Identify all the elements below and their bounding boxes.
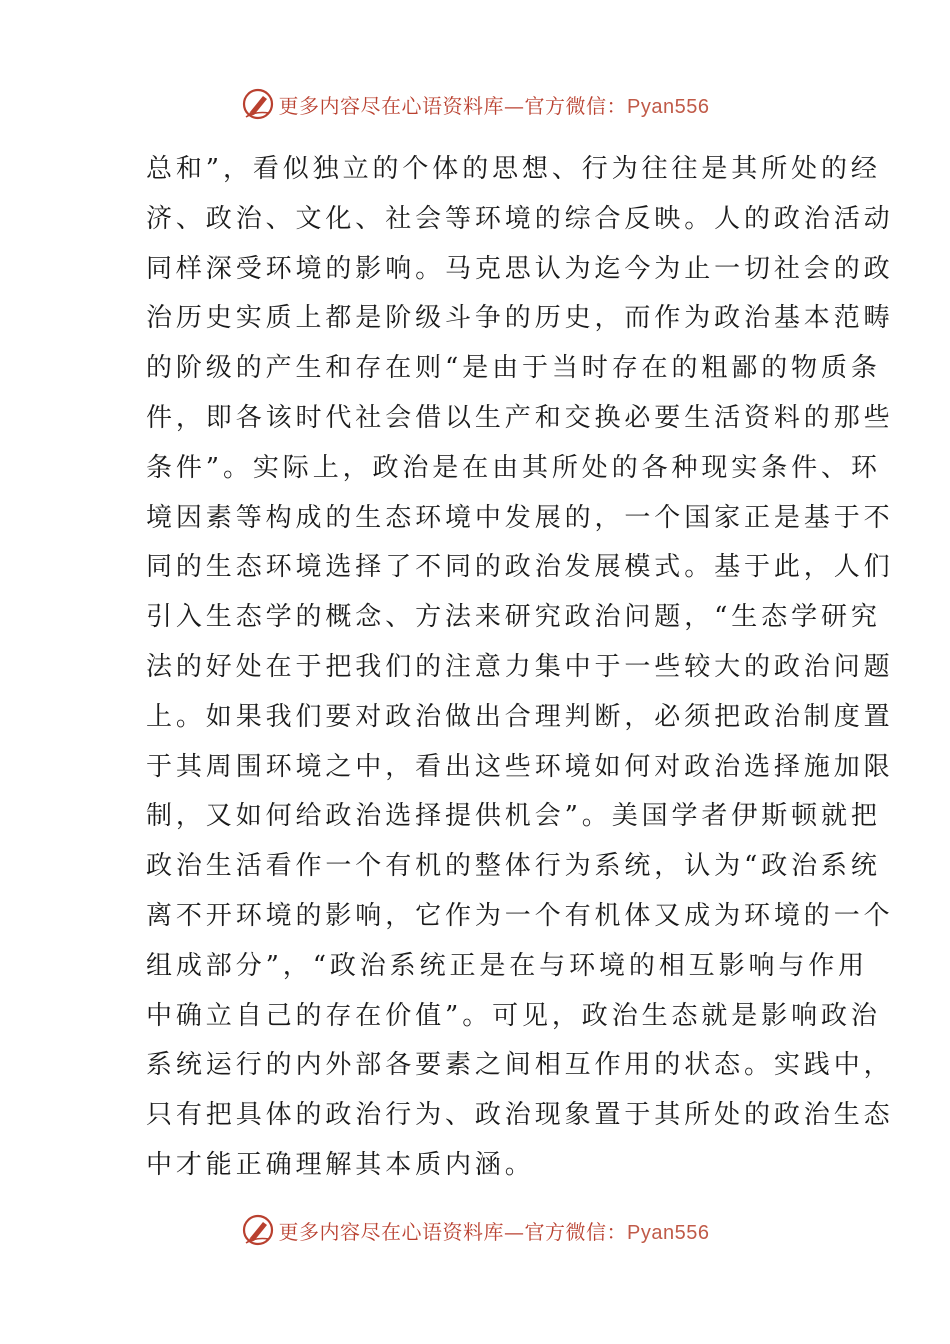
text-line: 组成部分”，“政治系统正是在与环境的相互影响与作用 [146,950,869,981]
text-line: 政治生活看作一个有机的整体行为系统，认为“政治系统 [146,851,881,882]
header-watermark-banner [0,84,950,124]
text-line: 系统运行的内外部各要素之间相互作用的状态。实践中， [146,1050,894,1081]
body-text [146,145,894,1191]
text-line: 只有把具体的政治行为、政治现象置于其所处的政治生态 [146,1100,894,1131]
text-line: 上。如果我们要对政治做出合理判断，必须把政治制度置 [146,701,894,732]
text-line: 条件”。实际上，政治是在由其所处的各种现实条件、环 [146,452,881,483]
banner-text: 更多内容尽在心语资料库—官方微信：Pyan556 [278,93,710,118]
wechat-id: Pyan556 [627,95,710,118]
pen-logo-icon [241,1213,275,1247]
text-line: 法的好处在于把我们的注意力集中于一些较大的政治问题 [146,651,894,682]
text-line: 引入生态学的概念、方法来研究政治问题，“生态学研究 [146,602,881,633]
text-line: 同样深受环境的影响。马克思认为迄今为止一切社会的政 [146,253,894,284]
text-line: 制，又如何给政治选择提供机会”。美国学者伊斯顿就把 [146,801,881,832]
text-line: 件，即各该时代社会借以生产和交换必要生活资料的那些 [146,402,894,433]
footer-watermark-banner [0,1210,950,1250]
text-line: 济、政治、文化、社会等环境的综合反映。人的政治活动 [146,203,894,234]
text-line: 境因素等构成的生态环境中发展的，一个国家正是基于不 [146,502,894,533]
text-line: 的阶级的产生和存在则“是由于当时存在的粗鄙的物质条 [146,353,881,384]
text-line: 离不开环境的影响，它作为一个有机体又成为环境的一个 [146,900,894,931]
text-line: 中才能正确理解其本质内涵。 [146,1149,535,1180]
text-line: 治历史实质上都是阶级斗争的历史，而作为政治基本范畴 [146,303,894,334]
text-line: 总和”，看似独立的个体的思想、行为往往是其所处的经 [146,154,881,184]
text-line: 中确立自己的存在价值”。可见，政治生态就是影响政治 [146,1000,881,1031]
banner-text: 更多内容尽在心语资料库—官方微信：Pyan556 [278,1219,710,1244]
pen-logo-icon [241,87,275,121]
text-line: 同的生态环境选择了不同的政治发展模式。基于此，人们 [146,552,894,583]
text-line: 于其周围环境之中，看出这些环境如何对政治选择施加限 [146,751,894,782]
wechat-id: Pyan556 [627,1221,710,1244]
